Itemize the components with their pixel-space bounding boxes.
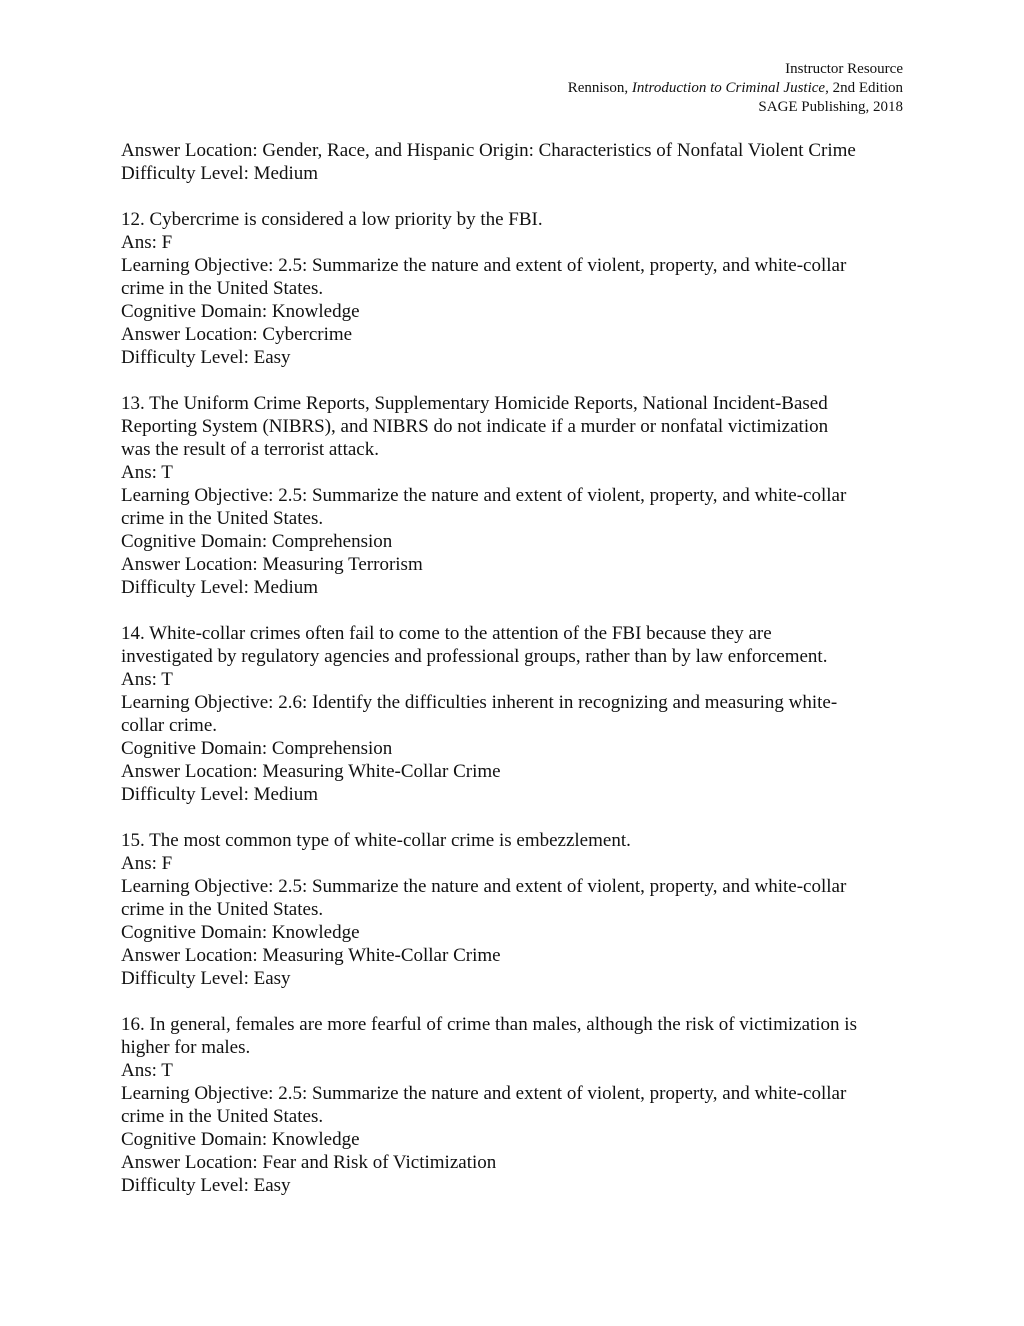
learning-objective: Learning Objective: 2.5: Summarize the nature and extent of violent, property, and white-collar: [121, 485, 847, 506]
question-text: 15. The most common type of white-collar crime is embezzlement.: [121, 830, 631, 851]
question-text: Reporting System (NIBRS), and NIBRS do not indicate if a murder or nonfatal victimization: [121, 416, 829, 437]
answer-key: Ans: T: [121, 1060, 173, 1081]
difficulty-level: Difficulty Level: Easy: [121, 968, 291, 989]
question-item: [121, 208, 911, 369]
question-text: 13. The Uniform Crime Reports, Supplementary Homicide Reports, National Incident-Based: [121, 393, 828, 414]
learning-objective: collar crime.: [121, 715, 218, 736]
header-book-citation: [568, 79, 903, 98]
continued-answer-location: Answer Location: Gender, Race, and Hispanic Origin: Characteristics of Nonfatal Violent Crime: [121, 140, 856, 161]
question-item: [121, 829, 911, 990]
answer-location: Answer Location: Measuring White-Collar Crime: [121, 945, 501, 966]
learning-objective: crime in the United States.: [121, 1106, 324, 1127]
difficulty-level: Difficulty Level: Easy: [121, 1175, 291, 1196]
answer-location: Answer Location: Measuring Terrorism: [121, 554, 423, 575]
question-item: [121, 622, 911, 806]
question-text: investigated by regulatory agencies and professional groups, rather than by law enforcement.: [121, 646, 828, 667]
question-text: 12. Cybercrime is considered a low priority by the FBI.: [121, 209, 543, 230]
difficulty-level: Difficulty Level: Medium: [121, 784, 318, 805]
cognitive-domain: Cognitive Domain: Knowledge: [121, 301, 360, 322]
cognitive-domain: Cognitive Domain: Comprehension: [121, 738, 393, 759]
learning-objective: crime in the United States.: [121, 899, 324, 920]
question-text: 16. In general, females are more fearful of crime than males, although the risk of victimization is: [121, 1014, 857, 1035]
answer-location: Answer Location: Measuring White-Collar Crime: [121, 761, 501, 782]
spacer: [121, 185, 911, 208]
answer-location: Answer Location: Fear and Risk of Victimization: [121, 1152, 497, 1173]
continued-difficulty: Difficulty Level: Medium: [121, 163, 318, 184]
question-list: [121, 139, 911, 1197]
question-item: [121, 1013, 911, 1197]
cognitive-domain: Cognitive Domain: Knowledge: [121, 922, 360, 943]
learning-objective: Learning Objective: 2.5: Summarize the nature and extent of violent, property, and white-collar: [121, 876, 847, 897]
learning-objective: crime in the United States.: [121, 278, 324, 299]
cognitive-domain: Cognitive Domain: Comprehension: [121, 531, 393, 552]
learning-objective: Learning Objective: 2.6: Identify the difficulties inherent in recognizing and measuring white-: [121, 692, 838, 713]
question-text: higher for males.: [121, 1037, 251, 1058]
header-resource-label: Instructor Resource: [785, 61, 903, 77]
difficulty-level: Difficulty Level: Easy: [121, 347, 291, 368]
cognitive-domain: Cognitive Domain: Knowledge: [121, 1129, 360, 1150]
header-edition: , 2nd Edition: [825, 80, 903, 96]
question-text: 14. White-collar crimes often fail to come to the attention of the FBI because they are: [121, 623, 772, 644]
page-header: [568, 60, 903, 117]
answer-key: Ans: T: [121, 669, 173, 690]
learning-objective: Learning Objective: 2.5: Summarize the nature and extent of violent, property, and white-collar: [121, 255, 847, 276]
spacer: [121, 990, 911, 1013]
question-item: [121, 392, 911, 599]
spacer: [121, 369, 911, 392]
difficulty-level: Difficulty Level: Medium: [121, 577, 318, 598]
spacer: [121, 806, 911, 829]
learning-objective: Learning Objective: 2.5: Summarize the nature and extent of violent, property, and white-collar: [121, 1083, 847, 1104]
answer-key: Ans: F: [121, 853, 173, 874]
question-text: was the result of a terrorist attack.: [121, 439, 379, 460]
spacer: [121, 599, 911, 622]
header-publisher: SAGE Publishing, 2018: [758, 99, 903, 115]
answer-location: Answer Location: Cybercrime: [121, 324, 353, 345]
answer-key: Ans: F: [121, 232, 173, 253]
header-author: Rennison,: [567, 80, 632, 96]
answer-key: Ans: T: [121, 462, 173, 483]
learning-objective: crime in the United States.: [121, 508, 324, 529]
header-book-title: Introduction to Criminal Justice: [631, 80, 826, 96]
